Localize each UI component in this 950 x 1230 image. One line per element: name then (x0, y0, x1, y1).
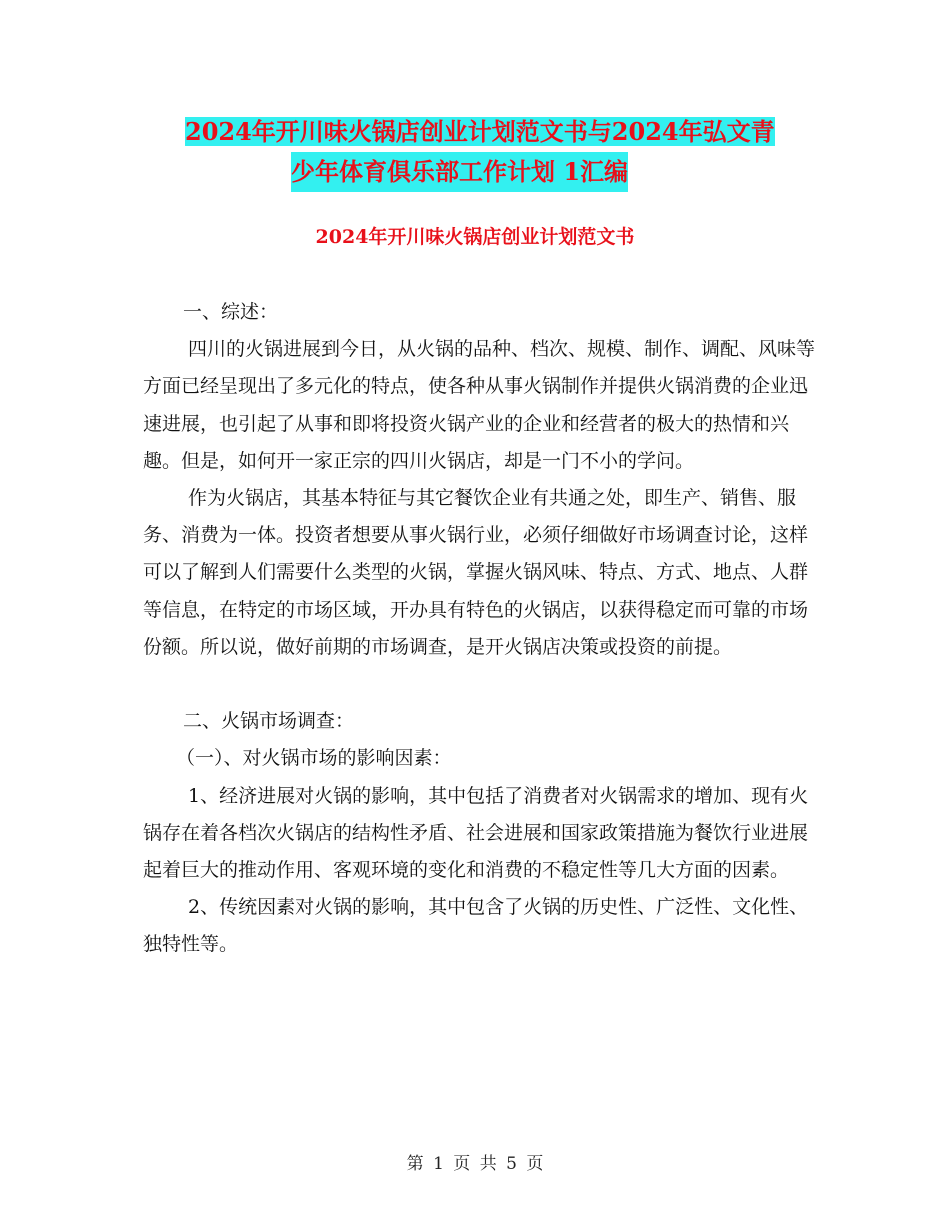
heading-market-survey: 二、火锅市场调查： (183, 710, 355, 733)
heading-overview: 一、综述： (183, 301, 279, 323)
section-title: 2024年开川味火锅店创业计划范文书 (315, 226, 635, 248)
document-body (143, 294, 823, 964)
subheading-market-factors: （一）、对火锅市场的影响因素： (176, 747, 452, 770)
paragraph-hotpot-store: 作为火锅店，其基本特征与其它餐饮企业有共通之处，即生产、销售、服务、消费为一体。投资者想要从事火锅行业，必须仔细做好市场调查讨论，这样可以了解到人们需要什么类型的火锅，掌握火锅风味、特点、方式、地点、人群等信息，在特定的市场区域，开办具有特色的火锅店，以获得稳定而可靠的市场份额。所以说，做好前期的市场调查，是开火锅店决策或投资的前提。 (143, 487, 809, 658)
document-title (185, 112, 835, 192)
title-line-2: 少年体育俱乐部工作计划 1汇编 (291, 152, 628, 192)
paragraph-economic-factors: 1、经济进展对火锅的影响，其中包括了消费者对火锅需求的增加、现有火锅存在着各档次火锅店的结构性矛盾、社会进展和国家政策措施为餐饮行业进展起着巨大的推动作用、客观环境的变化和消费的不稳定性等几大方面的因素。 (143, 784, 809, 882)
paragraph-sichuan-hotpot: 四川的火锅进展到今日，从火锅的品种、档次、规模、制作、调配、风味等方面已经呈现出了多元化的特点，使各种从事火锅制作并提供火锅消费的企业迅速进展，也引起了从事和即将投资火锅产业的企业和经营者的极大的热情和兴趣。但是，如何开一家正宗的四川火锅店，却是一门不小的学问。 (143, 338, 816, 472)
page-footer: 第 1 页 共 5 页 (406, 1154, 544, 1174)
paragraph-traditional-factors: 2、传统因素对火锅的影响，其中包含了火锅的历史性、广泛性、文化性、独特性等。 (143, 896, 809, 956)
blank-line (143, 666, 823, 703)
title-line-1: 2024年开川味火锅店创业计划范文书与2024年弘文青 (185, 117, 775, 146)
